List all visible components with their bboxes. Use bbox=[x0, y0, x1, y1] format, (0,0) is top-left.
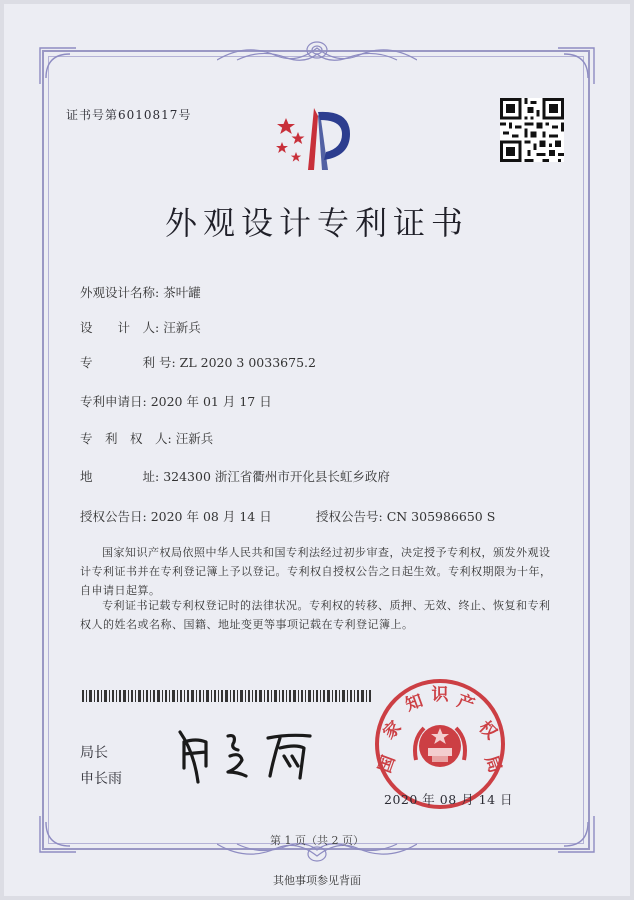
svg-text:知: 知 bbox=[402, 690, 426, 716]
director-title: 局长 bbox=[80, 745, 108, 761]
svg-text:产: 产 bbox=[454, 690, 478, 716]
field-value: 汪新兵 bbox=[175, 431, 214, 446]
field-grant-number bbox=[316, 507, 495, 525]
field-grant-date bbox=[80, 507, 272, 525]
field-label: 设 计 人: bbox=[80, 320, 160, 335]
field-value: 2020 年 01 月 17 日 bbox=[150, 394, 272, 409]
field-value: CN 305986650 S bbox=[386, 509, 496, 524]
field-application-date bbox=[80, 392, 272, 410]
field-designer bbox=[80, 318, 201, 336]
svg-text:识: 识 bbox=[431, 685, 449, 705]
field-value: 2020 年 08 月 14 日 bbox=[150, 509, 272, 524]
field-label: 授权公告号: bbox=[316, 509, 383, 524]
field-patentee bbox=[80, 429, 213, 447]
barcode bbox=[82, 690, 372, 702]
director-name: 申长雨 bbox=[80, 771, 122, 787]
page-number: 第 1 页（共 2 页） bbox=[270, 834, 364, 847]
certificate-number: 证书号第6010817号 bbox=[66, 108, 192, 122]
corner-ornament-tr bbox=[556, 46, 596, 86]
field-label: 外观设计名称: bbox=[80, 285, 160, 300]
paragraph-legal-status: 专利证书记载专利权登记时的法律状况。专利权的转移、质押、无效、终止、恢复和专利权人的姓名或名称、国籍、地址变更等事项记载在专利登记簿上。 bbox=[80, 599, 551, 631]
seal-date: 2020 年 08 月 14 日 bbox=[384, 792, 513, 807]
field-value: 汪新兵 bbox=[163, 320, 201, 335]
svg-text:权: 权 bbox=[474, 717, 501, 744]
certificate-title: 外观设计专利证书 bbox=[164, 204, 469, 242]
field-value: 324300 浙江省衢州市开化县长虹乡政府 bbox=[163, 469, 390, 484]
svg-text:局: 局 bbox=[480, 752, 506, 776]
field-address bbox=[80, 467, 390, 485]
svg-text:国: 国 bbox=[374, 752, 400, 776]
field-value: 茶叶罐 bbox=[163, 285, 201, 300]
field-patent-number bbox=[80, 353, 316, 371]
field-value: 号: ZL 2020 3 0033675.2 bbox=[159, 355, 316, 370]
qr-code bbox=[500, 98, 564, 162]
corner-ornament-tl bbox=[38, 46, 78, 86]
field-label: 专 利 权 人: bbox=[80, 431, 172, 446]
field-label: 地 址: bbox=[80, 469, 160, 484]
field-label: 专利申请日: bbox=[80, 394, 147, 409]
svg-text:家: 家 bbox=[379, 717, 406, 744]
paragraph-grant-statement: 国家知识产权局依照中华人民共和国专利法经过初步审查，决定授予专利权，颁发外观设计专利证书并在专利登记簿上予以登记。专利权自授权公告之日起生效。专利权期限为十年，自申请日起算。 bbox=[80, 546, 552, 597]
field-label: 专 利 bbox=[80, 355, 156, 370]
top-ornament bbox=[217, 38, 417, 68]
cnipa-logo bbox=[268, 98, 368, 180]
footer-note: 其他事项参见背面 bbox=[273, 874, 361, 887]
field-label: 授权公告日: bbox=[80, 509, 147, 524]
director-signature bbox=[176, 722, 326, 786]
field-design-name bbox=[80, 283, 201, 301]
